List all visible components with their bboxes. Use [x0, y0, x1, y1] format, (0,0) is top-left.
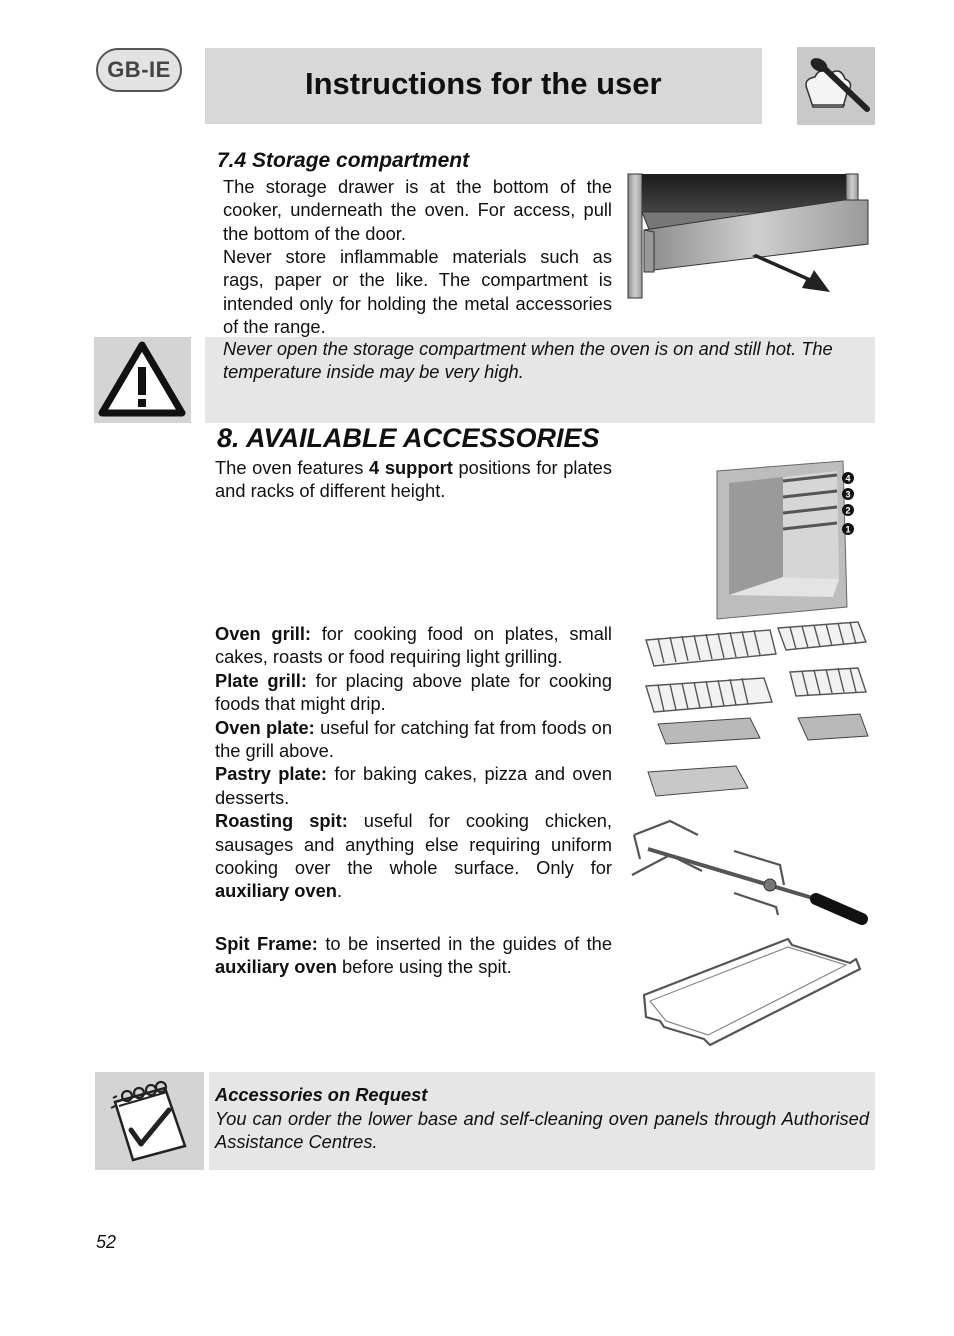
- warning-triangle-icon: [94, 337, 191, 423]
- accessory-oven-grill: Oven grill: for cooking food on plates, small cakes, roasts or food requiring light grilling.: [215, 623, 612, 668]
- grills-and-plates-illustration: [636, 620, 876, 800]
- accessories-intro: The oven features 4 support positions for plates and racks of different height.: [215, 457, 612, 502]
- storage-paragraph-2: Never store inflammable materials such as rags, paper or the like. The compartment is intended only for holding the metal accessories of the range.: [223, 246, 612, 338]
- shelf-label-4: 4: [845, 473, 851, 484]
- accessory-list: [215, 622, 612, 903]
- shelf-label-1: 1: [845, 524, 851, 535]
- accessory-spit-frame: Spit Frame: to be inserted in the guides of the auxiliary oven before using the spit.: [215, 933, 612, 978]
- region-badge: GB-IE: [96, 48, 182, 92]
- storage-paragraph-1: The storage drawer is at the bottom of the cooker, underneath the oven. For access, pull the bottom of the door.: [223, 176, 612, 244]
- note-body: You can order the lower base and self-cleaning oven panels through Authorised Assistance Centres.: [215, 1108, 869, 1153]
- page-number: 52: [96, 1232, 117, 1252]
- header-bar: [205, 48, 764, 124]
- warning-text-box: [205, 337, 875, 423]
- note-band: [95, 1072, 875, 1170]
- accessories-heading: 8. AVAILABLE ACCESSORIES: [217, 423, 600, 453]
- notepad-checkmark-icon: [95, 1072, 204, 1170]
- accessory-pastry-plate: Pastry plate: for baking cakes, pizza and oven desserts.: [215, 763, 612, 808]
- accessory-oven-plate: Oven plate: useful for catching fat from foods on the grill above.: [215, 716, 612, 762]
- storage-heading: 7.4 Storage compartment: [217, 149, 470, 172]
- spit-frame-illustration: [638, 935, 863, 1050]
- roasting-spit-illustration: [630, 815, 870, 930]
- shelf-label-3: 3: [845, 489, 851, 500]
- chef-spoon-icon: [797, 47, 875, 125]
- shelf-label-2: 2: [845, 505, 851, 516]
- note-text-box: [209, 1072, 875, 1170]
- warning-band: [94, 337, 875, 423]
- accessory-plate-grill: Plate grill: for placing above plate for cooking foods that might drip.: [215, 669, 612, 715]
- oven-support-positions-illustration: [713, 457, 858, 622]
- note-title: Accessories on Request: [215, 1084, 428, 1105]
- storage-drawer-illustration: [624, 172, 869, 302]
- warning-text: Never open the storage compartment when the oven is on and still hot. The temperature inside may be very high.: [223, 338, 833, 383]
- page-title: Instructions for the user: [305, 66, 662, 101]
- accessory-roasting-spit: Roasting spit: useful for cooking chicken, sausages and anything else requiring uniform cooking over the whole surface. Only for auxiliary oven.: [215, 810, 612, 902]
